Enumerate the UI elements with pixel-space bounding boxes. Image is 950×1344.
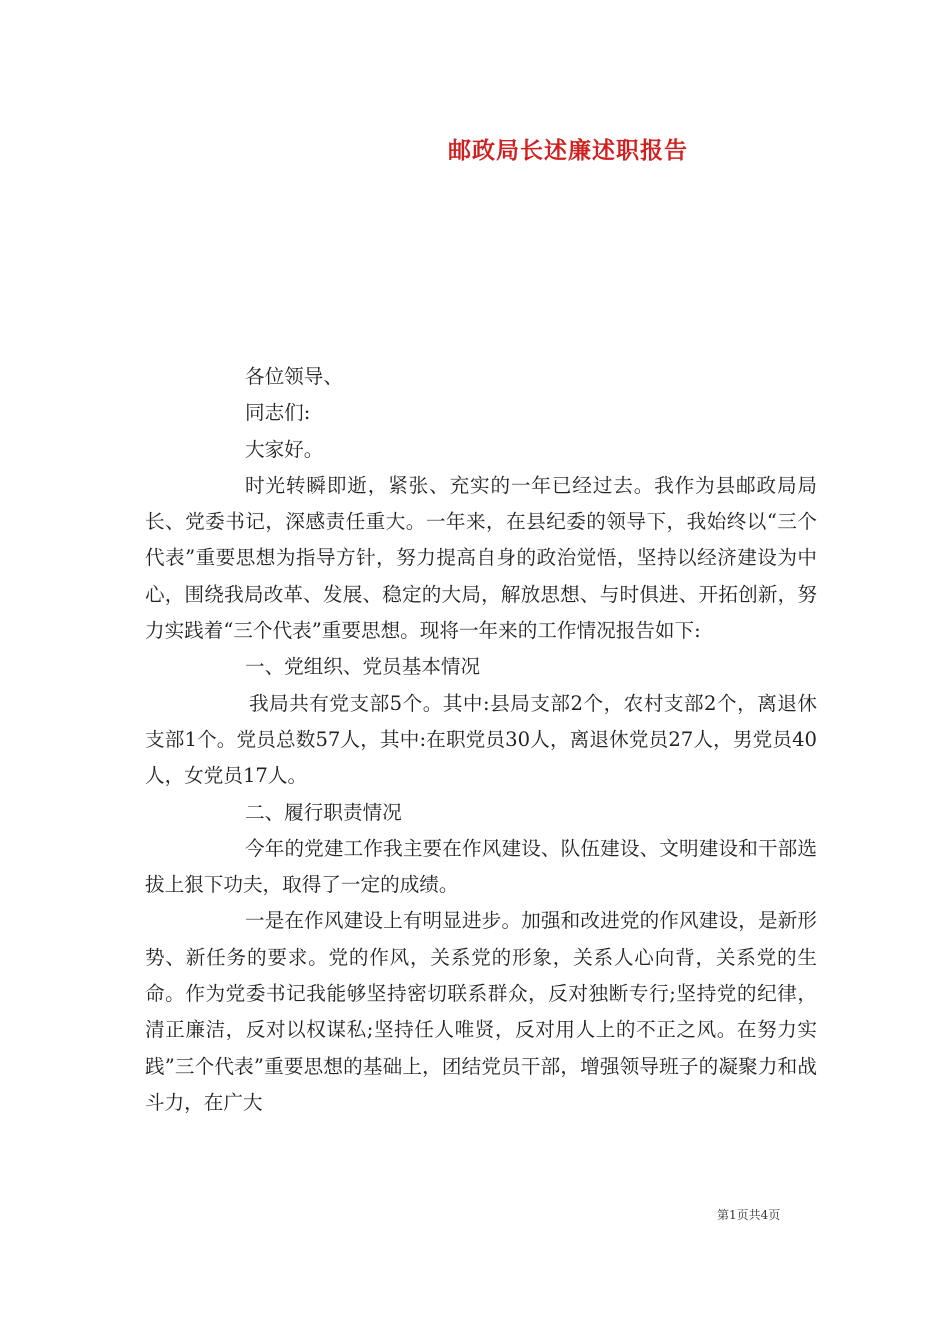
section-heading-1: 一、党组织、党员基本情况 — [245, 655, 481, 679]
party-info-paragraph: 我局共有党支部5个。其中:县局支部2个，农村支部2个，离退休支部1个。党员总数57人，其中:在职党员30人，离退休党员27人，男党员40人，女党员17人。 — [145, 691, 817, 788]
salutation-line-1: 各位领导、 — [245, 365, 343, 388]
work-style-paragraph: 一是在作风建设上有明显进步。加强和改进党的作风建设，是新形势、新任务的要求。党的作风，关系党的形象，关系人心向背，关系党的生命。作为党委书记我能够坚持密切联系群众，反对独断专行;坚持党的纪律，清正廉洁，反对以权谋私;坚持任人唯贤，反对用人上的不正之风。在努力实践”三个代表”重要思想的基础上，团结党员干部，增强领导班子的凝聚力和战斗力，在广大 — [145, 909, 817, 1114]
document-body — [145, 359, 817, 1121]
duties-intro-paragraph: 今年的党建工作我主要在作风建设、队伍建设、文明建设和干部选拔上狠下功夫，取得了一定的成绩。 — [145, 836, 817, 897]
document-title: 邮政局长述廉述职报告 — [448, 137, 688, 164]
greeting: 大家好。 — [245, 437, 324, 461]
page-footer: 第1页共4页 — [717, 1208, 781, 1222]
section-heading-2: 二、履行职责情况 — [245, 800, 402, 824]
salutation-line-2: 同志们: — [245, 401, 311, 425]
intro-paragraph: 时光转瞬即逝，紧张、充实的一年已经过去。我作为县邮政局局长、党委书记，深感责任重大。一年来，在县纪委的领导下，我始终以“三个代表”重要思想为指导方针，努力提高自身的政治觉悟，坚持以经济建设为中心，围绕我局改革、发展、稳定的大局，解放思想、与时俱进、开拓创新，努力实践着“三个代表”重要思想。现将一年来的工作情况报告如下: — [145, 473, 817, 643]
